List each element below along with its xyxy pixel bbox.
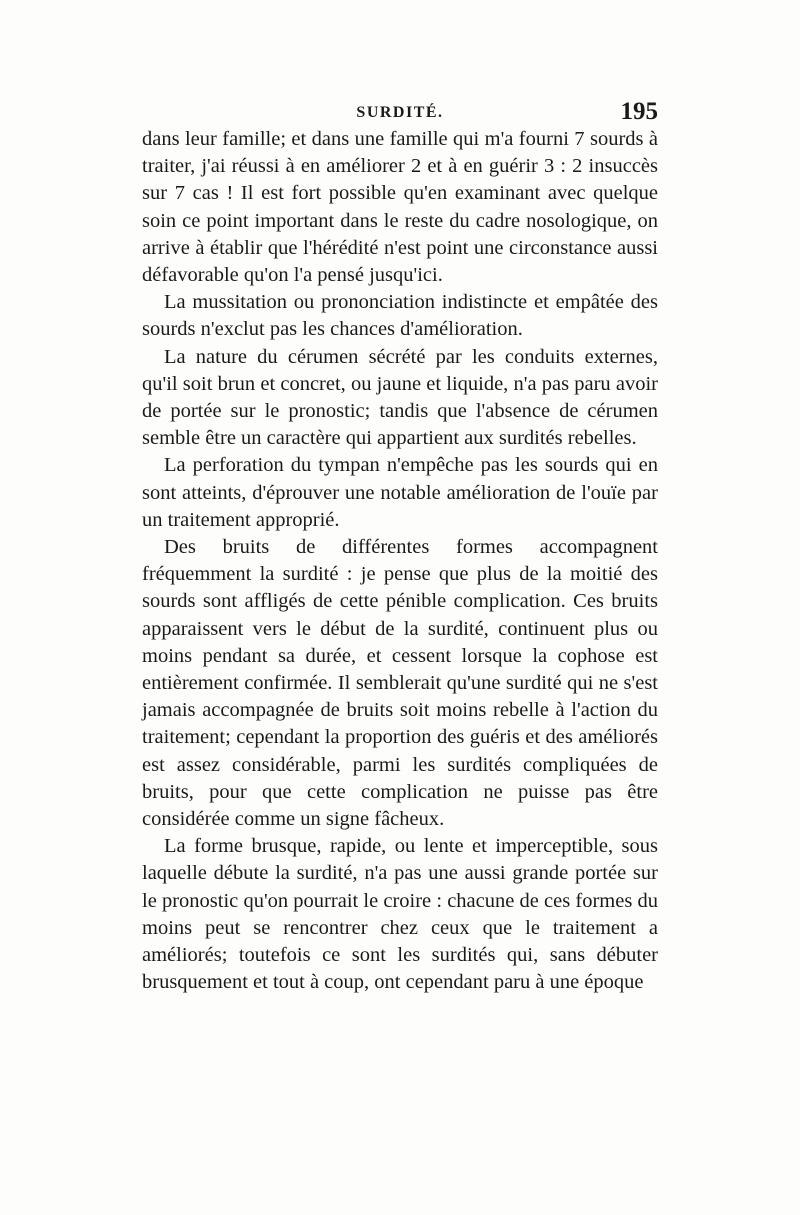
- paragraph-continuation: dans leur famille; et dans une famille qui m'a fourni 7 sourds à traiter, j'ai réussi à en améliorer 2 et à en guérir 3 : 2 insuccès sur 7 cas ! Il est fort possible qu'en examinant avec quelque soin ce point important dans le reste du cadre nosologique, on arrive à établir que l'hérédité n'est point une circonstance aussi défavorable qu'on l'a pensé jusqu'ici.: [142, 128, 658, 287]
- paragraph-bruits: Des bruits de différentes formes accompagnent fréquemment la surdité : je pense que plus de la moitié des sourds sont affligés de cette pénible complication. Ces bruits apparaissent vers le début de la surdité, continuent plus ou moins pendant sa durée, et cessent lorsque la cophose est entièrement confirmée. Il semblerait qu'une surdité qui ne s'est jamais accompagnée de bruits soit moins rebelle à l'action du traitement; cependant la proportion des guéris et des améliorés est assez considérable, parmi les surdités compliquées de bruits, pour que cette complication ne puisse pas être considérée comme un signe fâcheux.: [142, 536, 658, 831]
- paragraph-perforation: La perforation du tympan n'empêche pas les sourds qui en sont atteints, d'éprouver une notable amélioration de l'ouïe par un traitement approprié.: [142, 454, 658, 531]
- running-title: SURDITÉ.: [356, 104, 444, 121]
- paragraph-forme: La forme brusque, rapide, ou lente et imperceptible, sous laquelle débute la surdité, n'a pas une aussi grande portée sur le pronostic qu'on pourrait le croire : chacune de ces formes du moins peut se rencontrer chez ceux que le traitement a améliorés; toutefois ce sont les surdités qui, sans débuter brusquement et tout à coup, ont cependant paru à une époque: [142, 835, 658, 994]
- page-number: 195: [620, 98, 658, 125]
- paragraph-cerumen: La nature du cérumen sécrété par les conduits externes, qu'il soit brun et concret, ou jaune et liquide, n'a pas paru avoir de portée sur le pronostic; tandis que l'absence de cérumen semble être un caractère qui appartient aux surdités rebelles.: [142, 345, 658, 450]
- paragraph-mussitation: La mussitation ou prononciation indistincte et empâtée des sourds n'exclut pas les chances d'amélioration.: [142, 291, 658, 341]
- running-head: [142, 98, 658, 128]
- body-text: [142, 126, 658, 997]
